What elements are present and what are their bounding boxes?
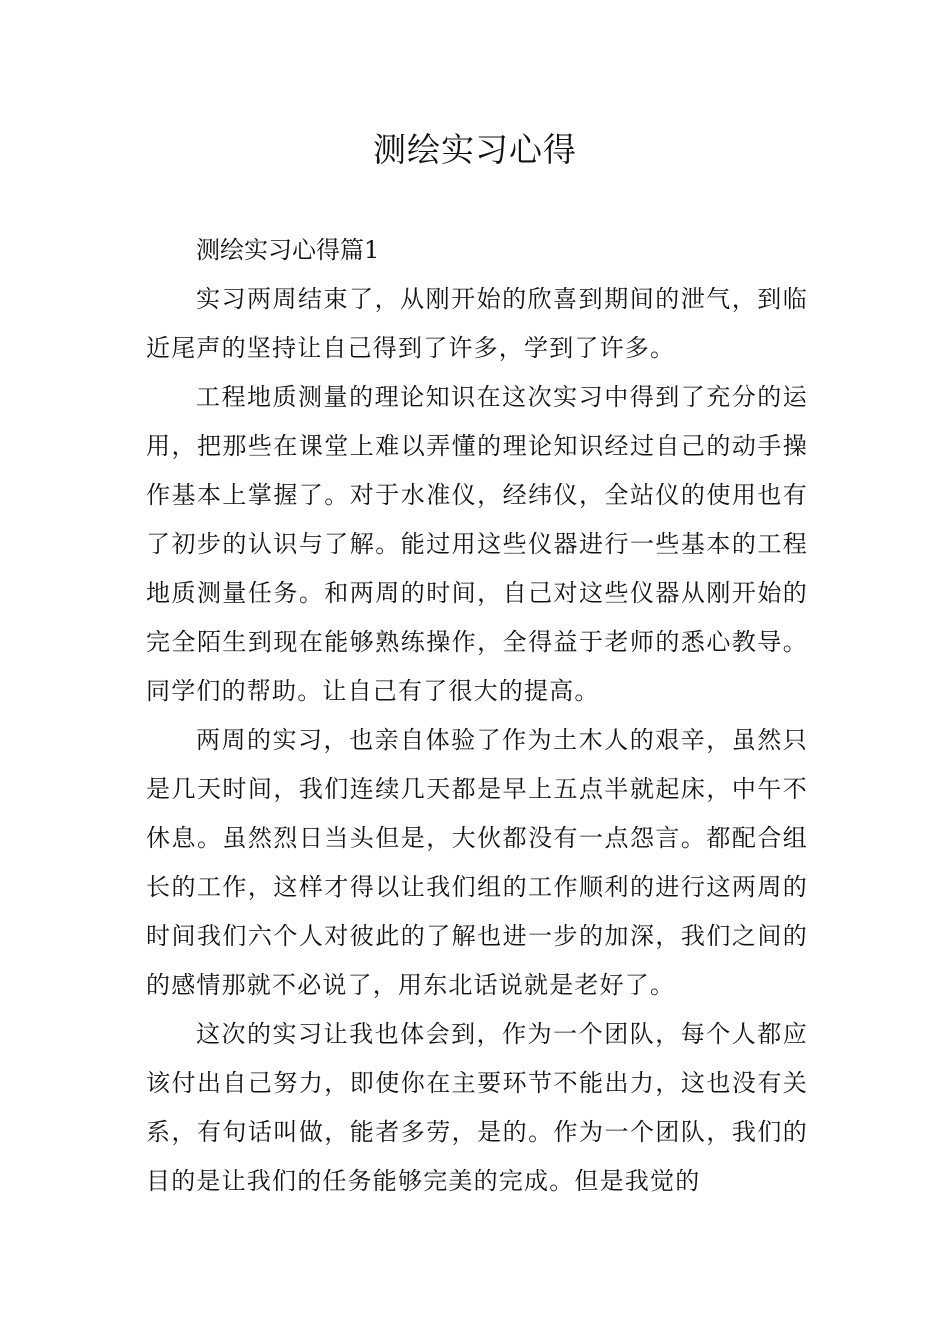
paragraph-4: 这次的实习让我也体会到，作为一个团队，每个人都应该付出自己努力，即使你在主要环节不能出力，这也没有关系，有句话叫做，能者多劳，是的。作为一个团队，我们的目的是让我们的任务能够完美的完成。但是我觉的 — [146, 1020, 808, 1195]
paragraph-3: 两周的实习，也亲自体验了作为土木人的艰辛，虽然只是几天时间，我们连续几天都是早上五点半就起床，中午不休息。虽然烈日当头但是，大伙都没有一点怨言。都配合组长的工作，这样才得以让我们组的工作顺利的进行这两周的时间我们六个人对彼此的了解也进一步的加深，我们之间的的感情那就不必说了，用东北话说就是老好了。 — [146, 726, 808, 999]
paragraph-1: 实习两周结束了，从刚开始的欣喜到期间的泄气，到临近尾声的坚持让自己得到了许多，学到了许多。 — [146, 285, 808, 362]
paragraph-2: 工程地质测量的理论知识在这次实习中得到了充分的运用，把那些在课堂上难以弄懂的理论知识经过自己的动手操作基本上掌握了。对于水准仪，经纬仪，全站仪的使用也有了初步的认识与了解。能过用这些仪器进行一些基本的工程地质测量任务。和两周的时间，自己对这些仪器从刚开始的完全陌生到现在能够熟练操作，全得益于老师的悉心教导。同学们的帮助。让自己有了很大的提高。 — [146, 383, 808, 705]
section-heading: 测绘实习心得篇1 — [196, 236, 380, 264]
document-body — [146, 226, 808, 1206]
document-title: 测绘实习心得 — [373, 130, 577, 169]
